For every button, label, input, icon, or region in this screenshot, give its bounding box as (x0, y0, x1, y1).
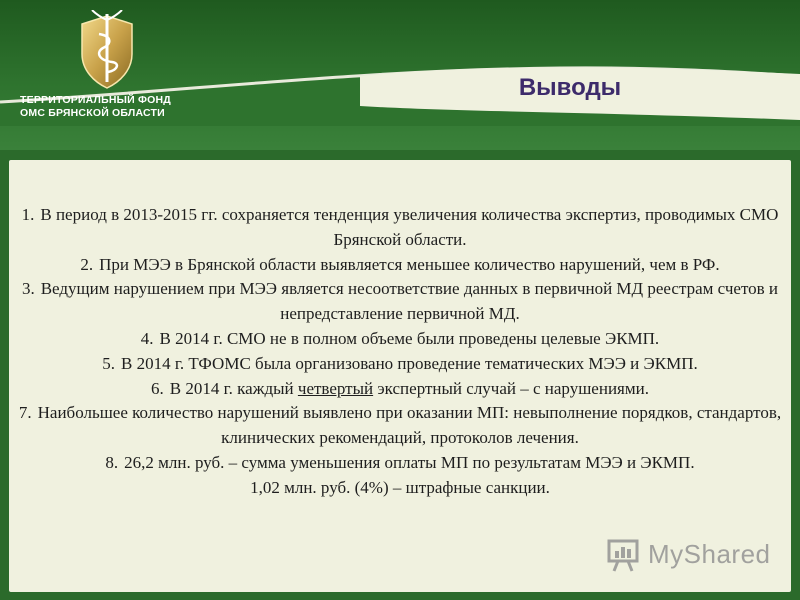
list-item (0, 451, 800, 501)
item-text: В 2014 г. ТФОМС была организовано проведение тематических МЭЭ и ЭКМП. (121, 353, 698, 373)
list-item (0, 377, 800, 402)
org-name-line-2: ОМС БРЯНСКОЙ ОБЛАСТИ (20, 107, 165, 119)
organization-name (20, 94, 200, 120)
item-number: 3. (21, 279, 35, 299)
item-text-line-2: 1,02 млн. руб. (4%) – штрафные санкции. (250, 477, 550, 497)
item-number: 6. (151, 378, 164, 398)
item-number: 7. (18, 403, 32, 423)
item-text: Ведущим нарушением при МЭЭ является несоответствие данных в первичной МД реестрам счетов и непредставление первичной МД. (40, 279, 779, 324)
org-name-line-1: ТЕРРИТОРИАЛЬНЫЙ ФОНД (20, 94, 171, 106)
item-text: Наибольшее количество нарушений выявлено при оказании МП: невыполнение порядков, стандартов, клинических рекомендаций, протоколов лечения. (37, 403, 782, 448)
item-text: В период в 2013-2015 гг. сохраняется тенденция увеличения количества экспертиз, проводимых СМО Брянской области. (40, 205, 779, 249)
item-text: При МЭЭ в Брянской области выявляется меньшее количество нарушений, чем в РФ. (99, 254, 720, 274)
list-item (0, 277, 800, 327)
page-title: Выводы (518, 74, 622, 101)
list-item (0, 203, 800, 253)
list-item (0, 401, 800, 451)
medical-shield-logo-icon (76, 10, 138, 90)
item-text-post: экспертный случай – с нарушениями. (373, 378, 649, 398)
item-number: 8. (105, 452, 119, 472)
list-item (0, 327, 800, 352)
conclusions-list (0, 203, 800, 501)
item-number: 5. (102, 353, 116, 373)
item-number: 1. (21, 205, 35, 224)
watermark-text: MyShared (648, 539, 771, 569)
item-text: 26,2 млн. руб. – сумма уменьшения оплаты МП по результатам МЭЭ и ЭКМП. (124, 452, 695, 472)
list-item (0, 352, 800, 377)
list-item (0, 253, 800, 278)
item-text: В 2014 г. СМО не в полном объеме были проведены целевые ЭКМП. (159, 328, 660, 348)
item-text-underlined: четвертый (297, 378, 374, 398)
item-number: 2. (80, 254, 94, 274)
presentation-board-icon (606, 537, 642, 580)
item-text-pre: В 2014 г. каждый (169, 378, 298, 398)
item-number: 4. (140, 328, 154, 348)
